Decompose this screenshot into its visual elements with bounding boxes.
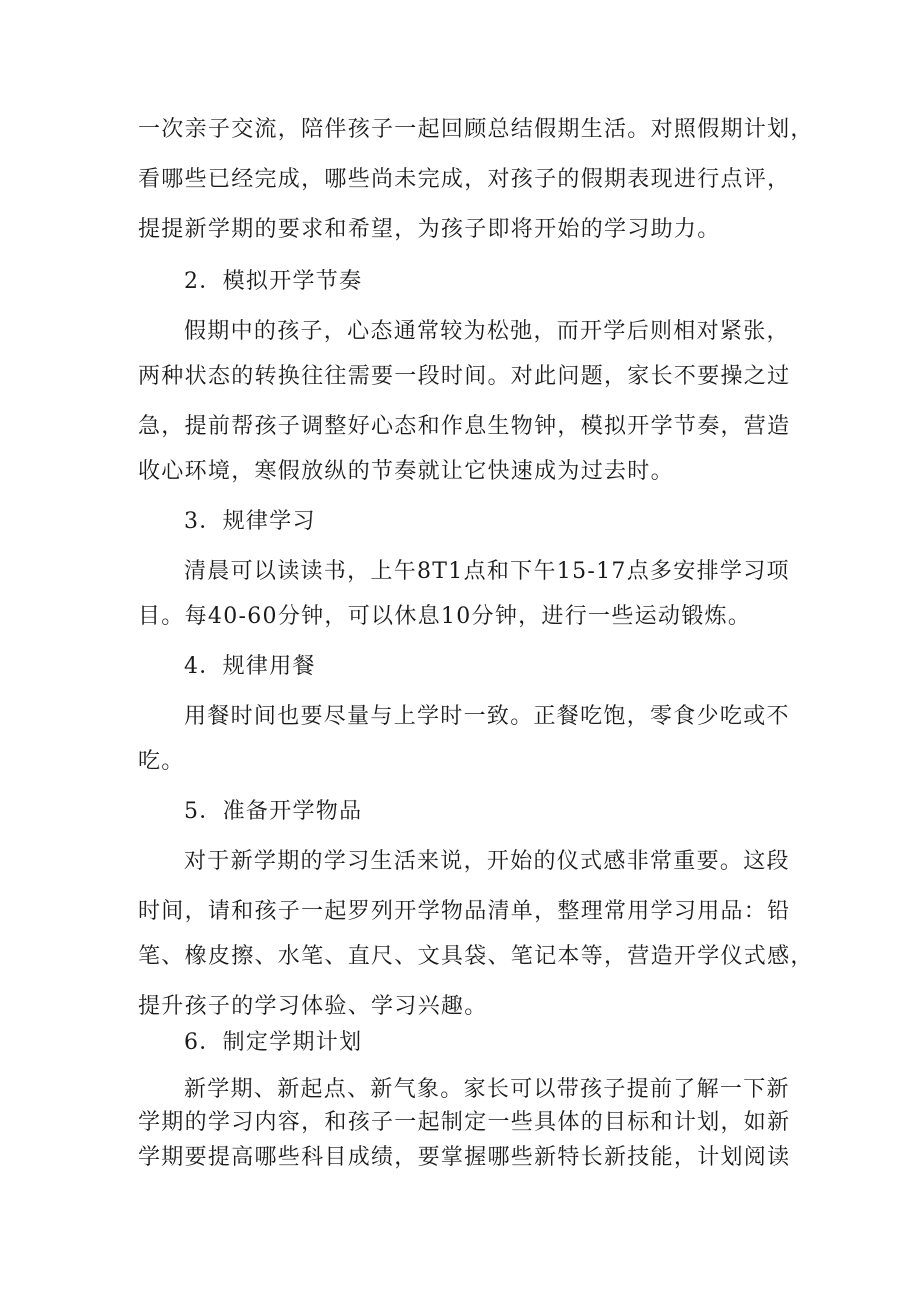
paragraph-line: 笔、橡皮擦、水笔、直尺、文具袋、笔记本等，营造开学仪式感，	[138, 944, 814, 969]
section-heading: 5．准备开学物品	[184, 799, 363, 824]
paragraph-line: 收心环境，寒假放纵的节奏就让它快速成为过去时。	[138, 459, 674, 484]
paragraph-line: 用餐时间也要尽量与上学时一致。正餐吃饱，零食少吃或不	[184, 704, 790, 729]
paragraph-line: 假期中的孩子，心态通常较为松弛，而开学后则相对紧张，	[184, 319, 790, 344]
paragraph-line: 急，提前帮孩子调整好心态和作息生物钟，模拟开学节奏，营造	[138, 414, 791, 439]
section-heading: 4．规律用餐	[184, 654, 316, 679]
paragraph-line: 时间，请和孩子一起罗列开学物品清单，整理常用学习用品：铅	[138, 899, 791, 924]
section-heading: 6．制定学期计划	[184, 1030, 363, 1055]
paragraph-line: 新学期、新起点、新气象。家长可以带孩子提前了解一下新	[184, 1077, 790, 1102]
paragraph-line: 提升孩子的学习体验、学习兴趣。	[138, 994, 488, 1019]
paragraph-line: 学期要提高哪些科目成绩，要掌握哪些新特长新技能，计划阅读	[138, 1145, 791, 1170]
paragraph-line: 一次亲子交流，陪伴孩子一起回顾总结假期生活。对照假期计划，	[138, 117, 814, 142]
paragraph-line: 对于新学期的学习生活来说，开始的仪式感非常重要。这段	[184, 849, 790, 874]
paragraph-line: 看哪些已经完成，哪些尚未完成，对孩子的假期表现进行点评，	[138, 167, 791, 192]
section-heading: 2．模拟开学节奏	[184, 269, 363, 294]
paragraph-line: 目。每40-60分钟，可以休息10分钟，进行一些运动锻炼。	[138, 604, 752, 629]
paragraph-line: 提提新学期的要求和希望，为孩子即将开始的学习助力。	[138, 217, 721, 242]
section-heading: 3．规律学习	[184, 509, 316, 534]
paragraph-line: 吃。	[138, 749, 185, 774]
paragraph-line: 两种状态的转换往往需要一段时间。对此问题，家长不要操之过	[138, 364, 791, 389]
paragraph-line: 清晨可以读读书，上午8T1点和下午15-17点多安排学习项	[184, 559, 790, 584]
paragraph-line: 学期的学习内容，和孩子一起制定一些具体的目标和计划，如新	[138, 1110, 791, 1135]
